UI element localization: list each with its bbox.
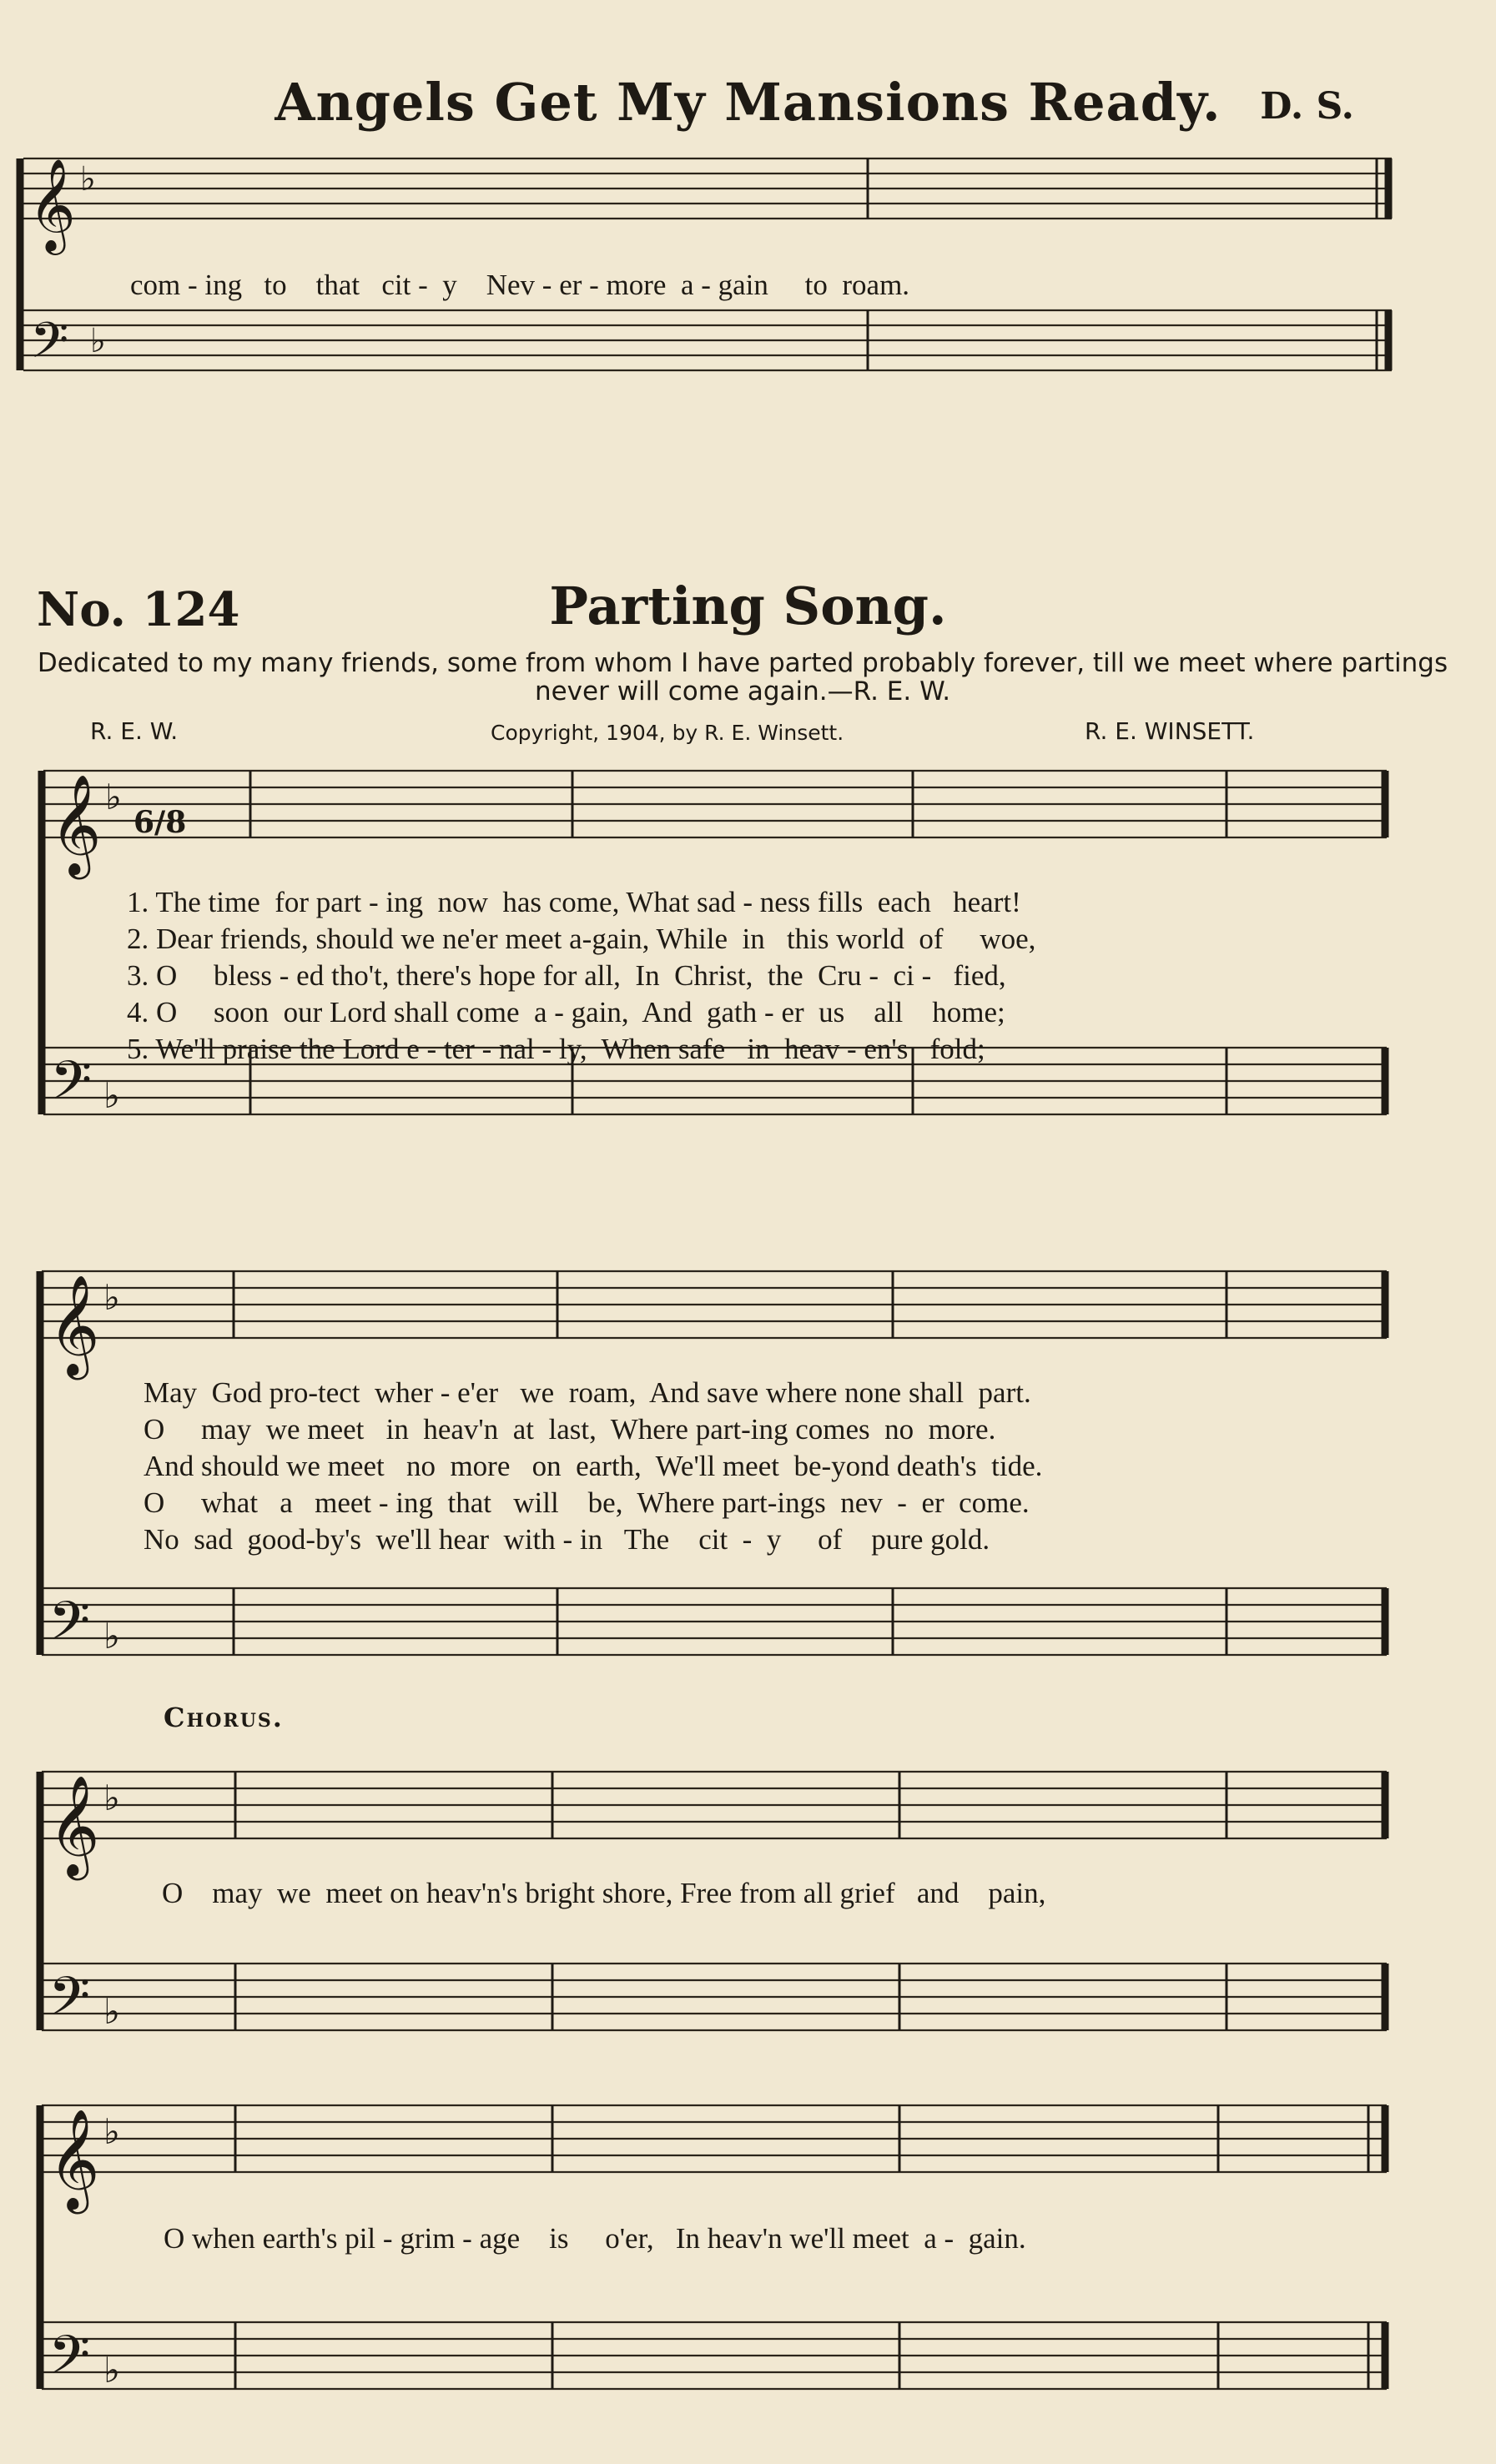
svg-text:♭: ♭ (80, 160, 96, 199)
system-3-treble-staff (42, 1772, 1387, 1880)
bass-clef-icon: 𝄢 (48, 2325, 91, 2400)
svg-text:♭: ♭ (103, 1616, 120, 1657)
music-credit: R. E. WINSETT. (1085, 717, 1255, 745)
bass-clef-icon: 𝄢 (30, 311, 69, 381)
system-4-staves (0, 2085, 1496, 2452)
svg-text:♭: ♭ (103, 2350, 120, 2391)
verse-2-part-2: O may we meet in heav'n at last, Where part-ing comes no more. (144, 1413, 996, 1446)
treble-clef-icon: 𝄞 (50, 773, 102, 875)
svg-text:♭: ♭ (103, 1277, 120, 1318)
hymn-title: Parting Song. (549, 576, 947, 636)
bass-clef-icon: 𝄢 (48, 1966, 91, 2041)
top-song-title: Angels Get My Mansions Ready. (275, 72, 1221, 133)
system-4-bass-staff (42, 2322, 1387, 2400)
treble-clef-icon: 𝄞 (28, 158, 76, 251)
top-treble-staff (23, 158, 1392, 255)
svg-text:♭: ♭ (103, 1075, 120, 1116)
verse-5-part-2: No sad good-by's we'll hear with - in The cit - y of pure gold. (144, 1523, 990, 1556)
system-2-treble-staff (42, 1271, 1387, 1380)
top-song-lyric: com - ing to that cit - y Nev - er - more a - gain to roam. (130, 269, 910, 301)
chorus-line-2: O when earth's pil - grim - age is o'er, In heav'n we'll meet a - gain. (164, 2222, 1026, 2255)
verse-4-part-1: 4. O soon our Lord shall come a - gain, And gath - er us all home; (127, 996, 1005, 1028)
copyright-notice: Copyright, 1904, by R. E. Winsett. (491, 721, 844, 745)
verse-1-part-2: May God pro-tect wher - e'er we roam, And save where none shall part. (144, 1376, 1031, 1409)
verse-3-part-1: 3. O bless - ed tho't, there's hope for all, In Christ, the Cru - ci - fied, (127, 959, 1006, 992)
chorus-line-1: O may we meet on heav'n's bright shore, Free from all grief and pain, (162, 1877, 1046, 1909)
verse-2-part-1: 2. Dear friends, should we ne'er meet a-gain, While in this world of woe, (127, 923, 1036, 955)
svg-text:♭: ♭ (103, 1991, 120, 2032)
bass-clef-icon: 𝄢 (48, 1591, 91, 1666)
dedication: Dedicated to my many friends, some from whom I have parted probably forever, till we meet where partings never will come again.—R. E. W. (37, 648, 1448, 707)
svg-text:♭: ♭ (105, 777, 122, 817)
words-credit: R. E. W. (90, 717, 179, 745)
system-1-treble-staff (43, 771, 1387, 879)
treble-clef-icon: 𝄞 (48, 1274, 100, 1375)
system-3-staves (0, 1752, 1496, 2069)
bass-clef-icon: 𝄢 (50, 1050, 93, 1125)
verse-5-part-1: 5. We'll praise the Lord e - ter - nal - ly, When safe in heav - en's fold; (127, 1033, 985, 1065)
svg-text:♭: ♭ (103, 2111, 120, 2152)
dal-segno-mark: D. S. (1260, 85, 1354, 128)
system-3-bass-staff (42, 1964, 1387, 2041)
treble-clef-icon: 𝄞 (48, 2108, 100, 2210)
verse-1-part-1: 1. The time for part - ing now has come, What sad - ness fills each heart! (127, 886, 1021, 918)
system-4-treble-staff (42, 2105, 1387, 2214)
system-2-bass-staff (42, 1588, 1387, 1666)
hymn-number: No. 124 (37, 582, 240, 637)
top-bass-staff (23, 310, 1392, 381)
verse-4-part-2: O what a meet - ing that will be, Where part-ings nev - er come. (144, 1486, 1030, 1519)
verse-3-part-2: And should we meet no more on earth, We'll meet be-yond death's tide. (144, 1450, 1043, 1482)
svg-text:♭: ♭ (103, 1778, 120, 1818)
svg-text:♭: ♭ (90, 322, 106, 360)
chorus-label: Chorus. (164, 1702, 284, 1733)
time-signature-treble: 6/8 (133, 805, 187, 840)
treble-clef-icon: 𝄞 (48, 1774, 100, 1876)
